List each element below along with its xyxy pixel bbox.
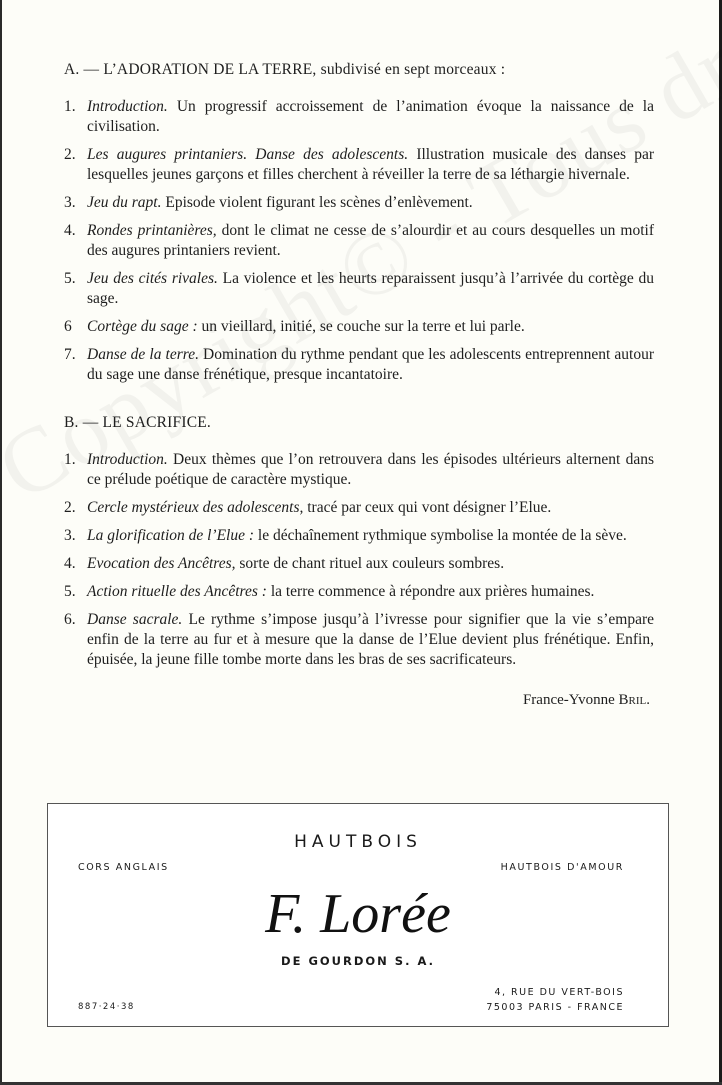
item-title: Action rituelle des Ancêtres :: [87, 583, 267, 600]
loree-script-logo: [228, 874, 488, 954]
item-description: Domination du rythme pendant que les adolescents entreprennent autour du sage une danse frénétique, presque incantatoire.: [87, 346, 654, 383]
page-edge-left: [0, 0, 2, 1085]
list-item: [64, 193, 654, 213]
list-item: [64, 526, 654, 546]
item-text: [87, 498, 654, 518]
item-title: Rondes printanières,: [87, 222, 217, 239]
list-item: [64, 450, 654, 490]
item-text: [87, 317, 654, 337]
item-description: Deux thèmes que l’on retrouvera dans les épisodes ultérieurs alternent dans ce prélude poétique de caractère mystique.: [87, 451, 654, 488]
item-title: Cercle mystérieux des adolescents,: [87, 499, 304, 516]
list-item: [64, 269, 654, 309]
item-description: Illustration musicale des danses par lesquelles jeunes garçons et filles cherchent à réveiller la terre de sa léthargie hivernale.: [87, 146, 654, 183]
section-b-list: [64, 450, 654, 670]
item-number: 4.: [64, 555, 76, 572]
item-title: Jeu du rapt.: [87, 194, 162, 211]
item-title: Evocation des Ancêtres,: [87, 555, 236, 572]
list-item: [64, 610, 654, 670]
item-number: 2.: [64, 146, 76, 163]
list-item: [64, 582, 654, 602]
item-description: le déchaînement rythmique symbolise la montée de la sève.: [254, 527, 627, 544]
item-title: Danse sacrale.: [87, 611, 183, 628]
item-text: [87, 193, 654, 213]
item-text: [87, 582, 654, 602]
list-item: [64, 145, 654, 185]
ad-address-line2: 75003 PARIS - FRANCE: [486, 1002, 624, 1013]
item-number: 6.: [64, 611, 76, 628]
item-description: Le rythme s’impose jusqu’à l’ivresse pour signifier que la vie s’empare enfin de la terre au fur et à mesure que la danse de l’Elue devient plus frénétique. Enfin, épuisée, la jeune fille tombe morte dans les bras de ses sacrificateurs.: [87, 611, 654, 668]
item-title: La glorification de l’Elue :: [87, 527, 255, 544]
item-title: Jeu des cités rivales.: [87, 270, 218, 287]
item-number: 1.: [64, 98, 76, 115]
item-number: 3.: [64, 194, 76, 211]
list-item: [64, 97, 654, 137]
logo-script-text: F. Lorée: [265, 883, 451, 945]
list-item: [64, 317, 654, 337]
ad-hautbois-damour: HAUTBOIS D'AMOUR: [500, 862, 624, 873]
ad-cors-anglais: CORS ANGLAIS: [78, 862, 169, 873]
item-number: 1.: [64, 451, 76, 468]
section-a-list: [64, 97, 654, 385]
item-text: [87, 610, 654, 670]
author-first-name: France-Yvonne: [522, 692, 619, 708]
item-number: 2.: [64, 499, 76, 516]
loree-advertisement: [47, 803, 669, 1027]
item-description: Un progressif accroissement de l’animation évoque la naissance de la civilisation.: [87, 98, 654, 135]
loree-logo: [48, 874, 668, 954]
ad-address-line1: 4, RUE DU VERT-BOIS: [494, 987, 624, 998]
ad-company-name: DE GOURDON S. A.: [281, 954, 435, 968]
author-last-name: Bril.: [618, 692, 650, 708]
item-text: [87, 221, 654, 261]
section-a-title: A. — L’ADORATION DE LA TERRE, subdivisé en sept morceaux :: [64, 61, 506, 78]
program-notes: [64, 60, 654, 709]
item-text: [87, 145, 654, 185]
list-item: [64, 554, 654, 574]
item-text: [87, 269, 654, 309]
item-description: dont le climat ne cesse de s’alourdir et au cours desquelles un motif des augures printaniers revient.: [87, 222, 654, 259]
item-text: [87, 97, 654, 137]
list-item: [64, 345, 654, 385]
ad-phone: 887·24·38: [78, 1002, 135, 1012]
item-number: 6: [64, 318, 72, 335]
item-description: La violence et les heurts reparaissent jusqu’à l’arrivée du cortège du sage.: [87, 270, 655, 307]
author-signature: [64, 692, 654, 709]
item-title: Introduction.: [87, 98, 168, 115]
item-title: Introduction.: [87, 451, 168, 468]
item-text: [87, 450, 654, 490]
item-text: [87, 345, 654, 385]
item-description: sorte de chant rituel aux couleurs sombres.: [235, 555, 505, 572]
item-description: la terre commence à répondre aux prières humaines.: [266, 583, 595, 600]
item-description: un vieillard, initié, se couche sur la terre et lui parle.: [197, 318, 525, 335]
item-text: [87, 554, 654, 574]
item-description: Episode violent figurant les scènes d’enlèvement.: [161, 194, 473, 211]
item-text: [87, 526, 654, 546]
list-item: [64, 221, 654, 261]
item-number: 5.: [64, 270, 76, 287]
section-b-title: B. — LE SACRIFICE.: [64, 414, 211, 431]
list-item: [64, 498, 654, 518]
item-number: 7.: [64, 346, 76, 363]
ad-heading: HAUTBOIS: [294, 832, 422, 852]
item-description: tracé par ceux qui vont désigner l’Elue.: [303, 499, 552, 516]
item-number: 4.: [64, 222, 76, 239]
item-number: 5.: [64, 583, 76, 600]
item-title: Danse de la terre.: [87, 346, 199, 363]
item-title: Les augures printaniers. Danse des adolescents.: [87, 146, 409, 163]
item-number: 3.: [64, 527, 76, 544]
item-title: Cortège du sage :: [87, 318, 198, 335]
